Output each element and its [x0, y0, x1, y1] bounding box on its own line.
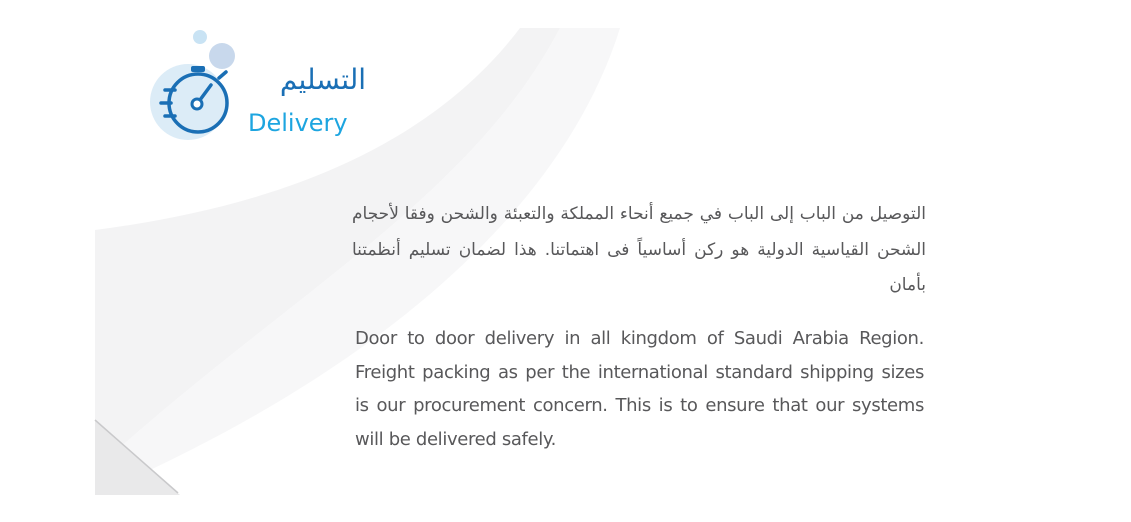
paragraph-arabic: التوصيل من الباب إلى الباب في جميع أنحاء المملكة والتعبئة والشحن وفقا لأحجام الشحن القياسية الدولية هو ركن أساسياً فى اهتماتنا. هذا لضمان تسليم أنظمتنا بأمان — [352, 204, 926, 295]
section-heading — [0, 0, 420, 160]
stopwatch-icon — [140, 22, 240, 150]
heading-title-english: Delivery — [248, 109, 348, 137]
heading-title-arabic: التسليم — [279, 63, 366, 96]
paragraph-english: Door to door delivery in all kingdom of Saudi Arabia Region. Freight packing as per the international standard shipping sizes is our procurement concern. This is to ensure that our systems will be delivered safely. — [355, 328, 924, 450]
